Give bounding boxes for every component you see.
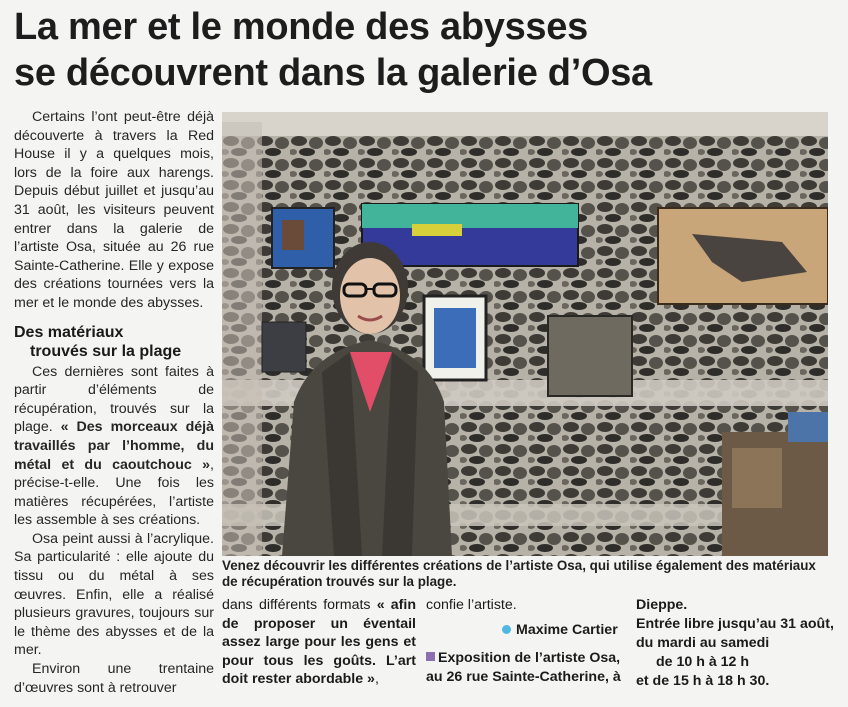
- exhibition-morning-hours: de 10 h à 12 h: [656, 654, 750, 670]
- materials-text-after: , précise-t-elle. Une fois les matières récupérées, l’artiste les assemble à ses créations.: [14, 456, 214, 529]
- article-headline: [14, 4, 834, 96]
- materials-paragraph: [14, 363, 214, 530]
- subheading-line-1: Des matériaux: [14, 323, 124, 341]
- author-name: Maxime Cartier: [516, 621, 618, 638]
- exhibition-bullet-icon: [426, 652, 435, 661]
- column-2: [222, 596, 416, 689]
- exhibition-text: Exposition de l’artiste Osa, au 26 rue Sainte-Catherine, à: [426, 650, 621, 686]
- exhibition-dates: Entrée libre jusqu’au 31 août,: [636, 616, 834, 632]
- acrylic-paragraph: Osa peint aussi à l’acrylique. Sa particularité : elle ajoute du tissu ou du métal à ses œuvres. Enfin, elle a réalisé plusieurs gravures, toujours sur le thème des abysses et de la mer.: [14, 530, 214, 659]
- artist-quote-attribution: confie l’artiste.: [426, 597, 517, 613]
- works-paragraph: Environ une trentaine d’œuvres sont à retrouver: [14, 661, 214, 696]
- author-bullet-icon: [502, 625, 511, 634]
- subheading-line-2: trouvés sur la plage: [30, 342, 182, 360]
- section-subheading: [14, 323, 214, 361]
- column-3: [426, 596, 622, 687]
- headline-line-2: se découvrent dans la galerie d’Osa: [14, 52, 652, 94]
- author-byline: [426, 621, 622, 640]
- materials-text-before: Ces dernières sont faites à partir d’éléments de récupération, trouvés sur la plage.: [14, 363, 214, 436]
- formats-paragraph: [222, 596, 416, 689]
- headline-line-1: La mer et le monde des abysses: [14, 6, 588, 48]
- left-column: [14, 108, 214, 697]
- exhibition-days: du mardi au samedi: [636, 635, 770, 651]
- photo-illustration: [222, 112, 828, 556]
- exhibition-city: Dieppe.: [636, 597, 688, 613]
- materials-quote: « Des morceaux déjà travaillés par l’homme, du métal et du caoutchouc »: [14, 419, 214, 473]
- formats-text-before: dans différents formats: [222, 597, 377, 613]
- formats-quote: « afin de proposer un éventail assez large pour les gens et pour tous les goûts. L’art doit rester abordable »: [222, 597, 416, 688]
- article-photo: [222, 112, 828, 556]
- photo-caption: Venez découvrir les différentes créations de l’artiste Osa, qui utilise également des matériaux de récupération trouvés sur la plage.: [222, 558, 816, 589]
- exhibition-info: [426, 649, 622, 687]
- intro-paragraph: Certains l’ont peut-être déjà découverte à travers la Red House il y a quelques mois, lors de la foire aux harengs. Depuis début juillet et jusqu’au 31 août, les visiteurs peuvent entrer dans la galerie de l’artiste Osa, située au 26 rue Sainte-Catherine. Elle y expose des créations tournées vers la mer et le monde des abysses.: [14, 109, 214, 311]
- column-4: [636, 596, 836, 691]
- exhibition-afternoon-hours: et de 15 h à 18 h 30.: [636, 673, 770, 689]
- formats-text-after: ,: [374, 671, 379, 688]
